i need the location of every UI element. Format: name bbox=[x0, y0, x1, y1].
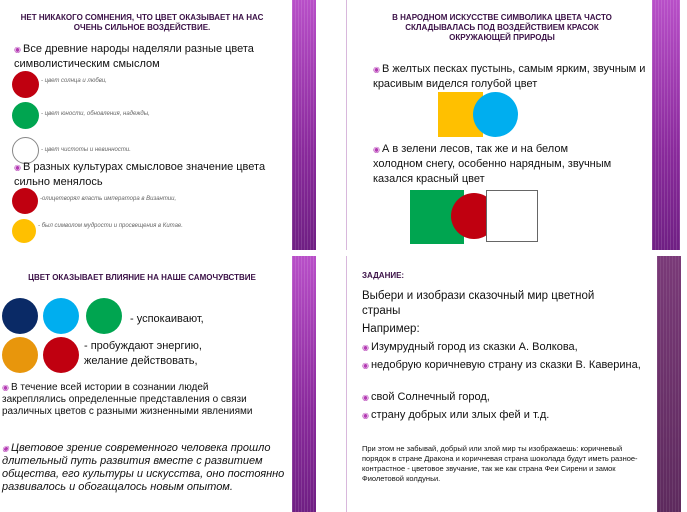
slide-4-side-bar bbox=[657, 256, 681, 512]
navy-circle bbox=[2, 298, 38, 334]
example-label: Например: bbox=[362, 323, 420, 335]
yellow-meaning: - был символом мудрости и просвещения в Китае. bbox=[38, 223, 183, 229]
slide-3-title: ЦВЕТ ОКАЗЫВАЕТ ВЛИЯНИЕ НА НАШЕ САМОЧУВСТВИЕ bbox=[28, 273, 256, 282]
white-square bbox=[486, 190, 538, 242]
slide-2 bbox=[346, 0, 687, 250]
bullet-icon: ◉ bbox=[362, 361, 369, 370]
red-circle bbox=[12, 71, 39, 98]
orange-circle bbox=[2, 337, 38, 373]
green-meaning: - цвет юности, обновления, надежды, bbox=[41, 111, 150, 117]
slide-3-side-bar bbox=[292, 256, 316, 512]
bullet-icon: ◉ bbox=[373, 65, 380, 74]
blue-circle bbox=[473, 92, 518, 137]
slide-4-left-line bbox=[346, 256, 347, 512]
task-item-4: ◉ страну добрых или злых фей и т.д. bbox=[362, 409, 550, 421]
task-item-3: ◉ свой Солнечный город, bbox=[362, 391, 490, 403]
slide-1-title: НЕТ НИКАКОГО СОМНЕНИЯ, ЧТО ЦВЕТ ОКАЗЫВАЕТ НА НАС ОЧЕНЬ СИЛЬНОЕ ВОЗДЕЙСТВИЕ. bbox=[20, 13, 264, 32]
calm-text: - успокаивают, bbox=[130, 313, 204, 325]
task-text: Выбери и изобрази сказочный мир цветной страны bbox=[362, 290, 595, 317]
bullet-icon: ◉ bbox=[2, 383, 9, 392]
note-text: При этом не забывай, добрый или злой мир ты изображаешь: коричневый порядок в стране Дракона и коричневая страна шоколада будут иметь разное- контрастное - цветовое звучание, так же как страна Феи Сирени и замок Фиолетовой колдуньи. bbox=[362, 444, 638, 483]
green-circle bbox=[86, 298, 122, 334]
green-circle bbox=[12, 102, 39, 129]
yellow-circle bbox=[12, 219, 36, 243]
slide-4-title: ЗАДАНИЕ: bbox=[362, 271, 405, 280]
red-circle bbox=[43, 337, 79, 373]
slide-1-para-1: ◉ Все древние народы наделяли разные цвета символистическим смыслом bbox=[14, 43, 254, 70]
bullet-icon: ◉ bbox=[2, 444, 9, 453]
slide-3 bbox=[0, 256, 316, 512]
slide-2-title: В НАРОДНОМ ИСКУССТВЕ СИМВОЛИКА ЦВЕТА ЧАСТО СКЛАДЫВАЛАСЬ ПОД ВОЗДЕЙСТВИЕМ КРАСОК ОКРУЖАЮЩЕЙ ПРИРОДЫ bbox=[392, 13, 612, 42]
bullet-icon: ◉ bbox=[362, 343, 369, 352]
red-circle-2 bbox=[12, 188, 38, 214]
slide-1-para-2: ◉ В разных культурах смысловое значение цвета сильно менялось bbox=[14, 161, 266, 188]
blue-circle bbox=[43, 298, 79, 334]
bullet-icon: ◉ bbox=[14, 45, 21, 54]
bullet-icon: ◉ bbox=[14, 163, 21, 172]
slide-1-side-bar bbox=[292, 0, 316, 250]
slide-2-bullet-2: ◉ А в зелени лесов, так же и на белом холодном снегу, особенно нарядным, звучным казался красный цвет bbox=[373, 143, 612, 185]
slide-2-left-line bbox=[346, 0, 347, 250]
slide-3-para-1: ◉ В течение всей истории в сознании людей закреплялись определенные представления о связи различных цветов с разными жизненными явлениями bbox=[2, 382, 253, 417]
task-item-2: ◉ недобрую коричневую страну из сказки В. Каверина, bbox=[362, 359, 641, 371]
bullet-icon: ◉ bbox=[362, 411, 369, 420]
energy-text: - пробуждают энергию, желание действовать, bbox=[84, 340, 202, 367]
red-meaning-2: -олицетворял власть императора в Византии, bbox=[40, 196, 177, 202]
slide-2-bullet-1: ◉ В желтых песках пустынь, самым ярким, звучным и красивым виделся голубой цвет bbox=[373, 63, 646, 90]
slide-3-para-2: ◉ Цветовое зрение современного человека прошло длительный путь развития вместе с развитием общества, его культуры и искусства, оно постоянно развивалось и обогащалось новым опытом. bbox=[2, 442, 285, 493]
bullet-icon: ◉ bbox=[362, 393, 369, 402]
slide-1 bbox=[0, 0, 316, 250]
bullet-icon: ◉ bbox=[373, 145, 380, 154]
white-meaning: - цвет чистоты и невинности. bbox=[41, 147, 131, 153]
red-meaning: - цвет солнца и любви, bbox=[41, 78, 107, 84]
slide-4 bbox=[346, 256, 687, 512]
slide-2-side-bar bbox=[652, 0, 680, 250]
task-item-1: ◉ Изумрудный город из сказки А. Волкова, bbox=[362, 341, 578, 353]
